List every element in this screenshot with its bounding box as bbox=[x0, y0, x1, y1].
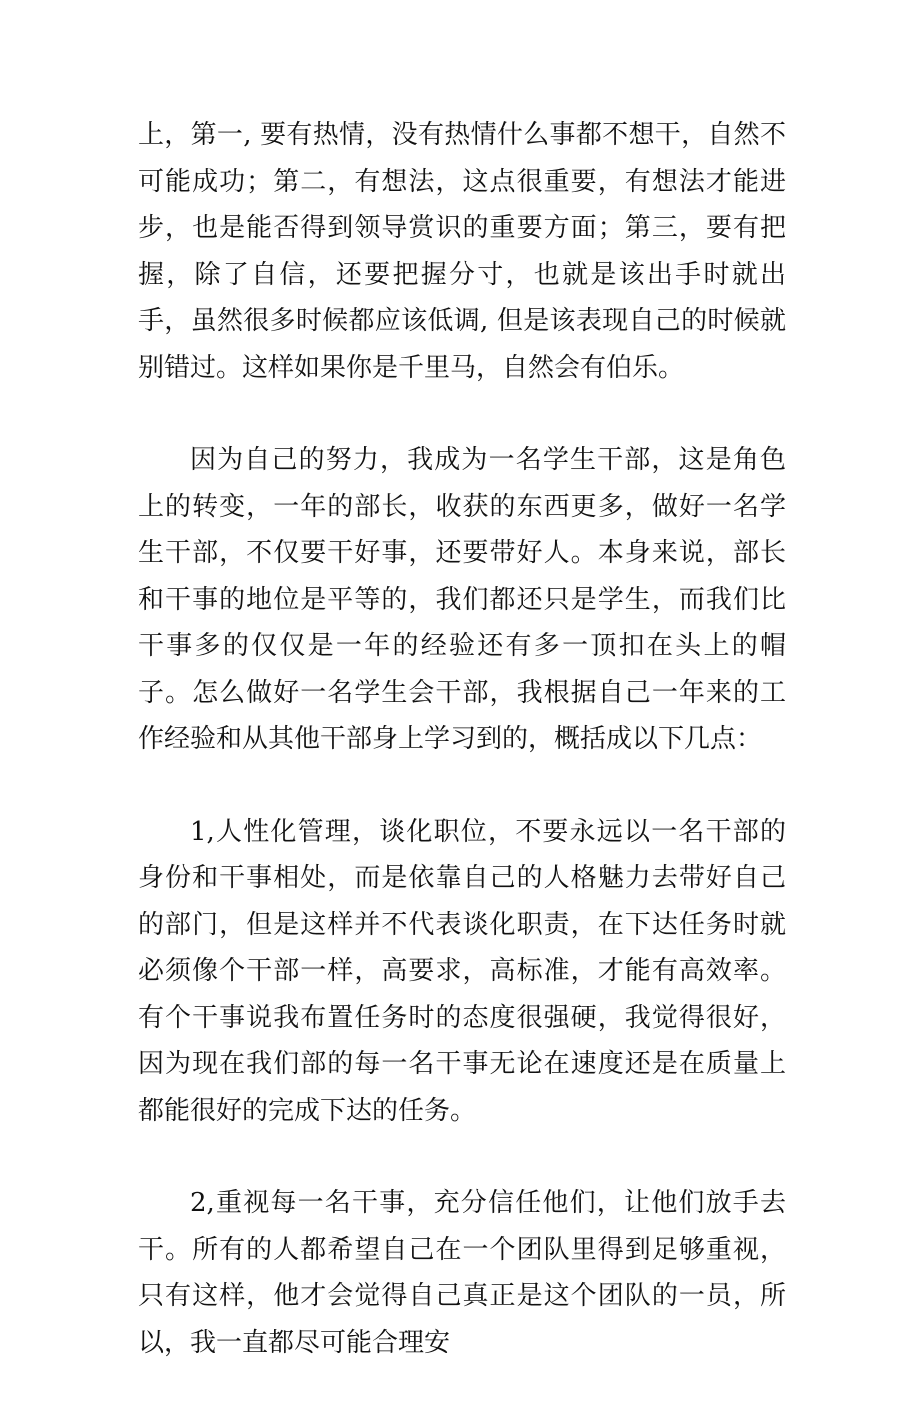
document-body bbox=[138, 112, 786, 1412]
paragraph-point-1: 1,人性化管理，谈化职位，不要永远以一名干部的身份和干事相处，而是依靠自己的人格魅力去带好自己的部门，但是这样并不代表谈化职责，在下达任务时就必须像个干部一样，高要求，高标准，才能有高效率。有个干事说我布置任务时的态度很强硬，我觉得很好，因为现在我们部的每一名干事无论在速度还是在质量上都能很好的完成下达的任务。 bbox=[138, 816, 786, 1126]
paragraph-point-2: 2,重视每一名干事，充分信任他们，让他们放手去干。所有的人都希望自己在一个团队里得到足够重视，只有这样，他才会觉得自己真正是这个团队的一员，所以，我一直都尽可能合理安 bbox=[138, 1188, 786, 1358]
paragraph-continuation: 上，第一, 要有热情，没有热情什么事都不想干，自然不可能成功；第二，有想法，这点很重要，有想法才能进步，也是能否得到领导赏识的重要方面；第三，要有把握，除了自信，还要把握分寸，也就是该出手时就出手，虽然很多时候都应该低调, 但是该表现自己的时候就别错过。这样如果你是千里马，自然会有伯乐。 bbox=[138, 120, 786, 383]
paragraph-student-cadre: 因为自己的努力，我成为一名学生干部，这是角色上的转变，一年的部长，收获的东西更多，做好一名学生干部，不仅要干好事，还要带好人。本身来说，部长和干事的地位是平等的，我们都还只是学生，而我们比干事多的仅仅是一年的经验还有多一顶扣在头上的帽子。怎么做好一名学生会干部，我根据自己一年来的工作经验和从其他干部身上学习到的，概括成以下几点： bbox=[138, 445, 786, 754]
